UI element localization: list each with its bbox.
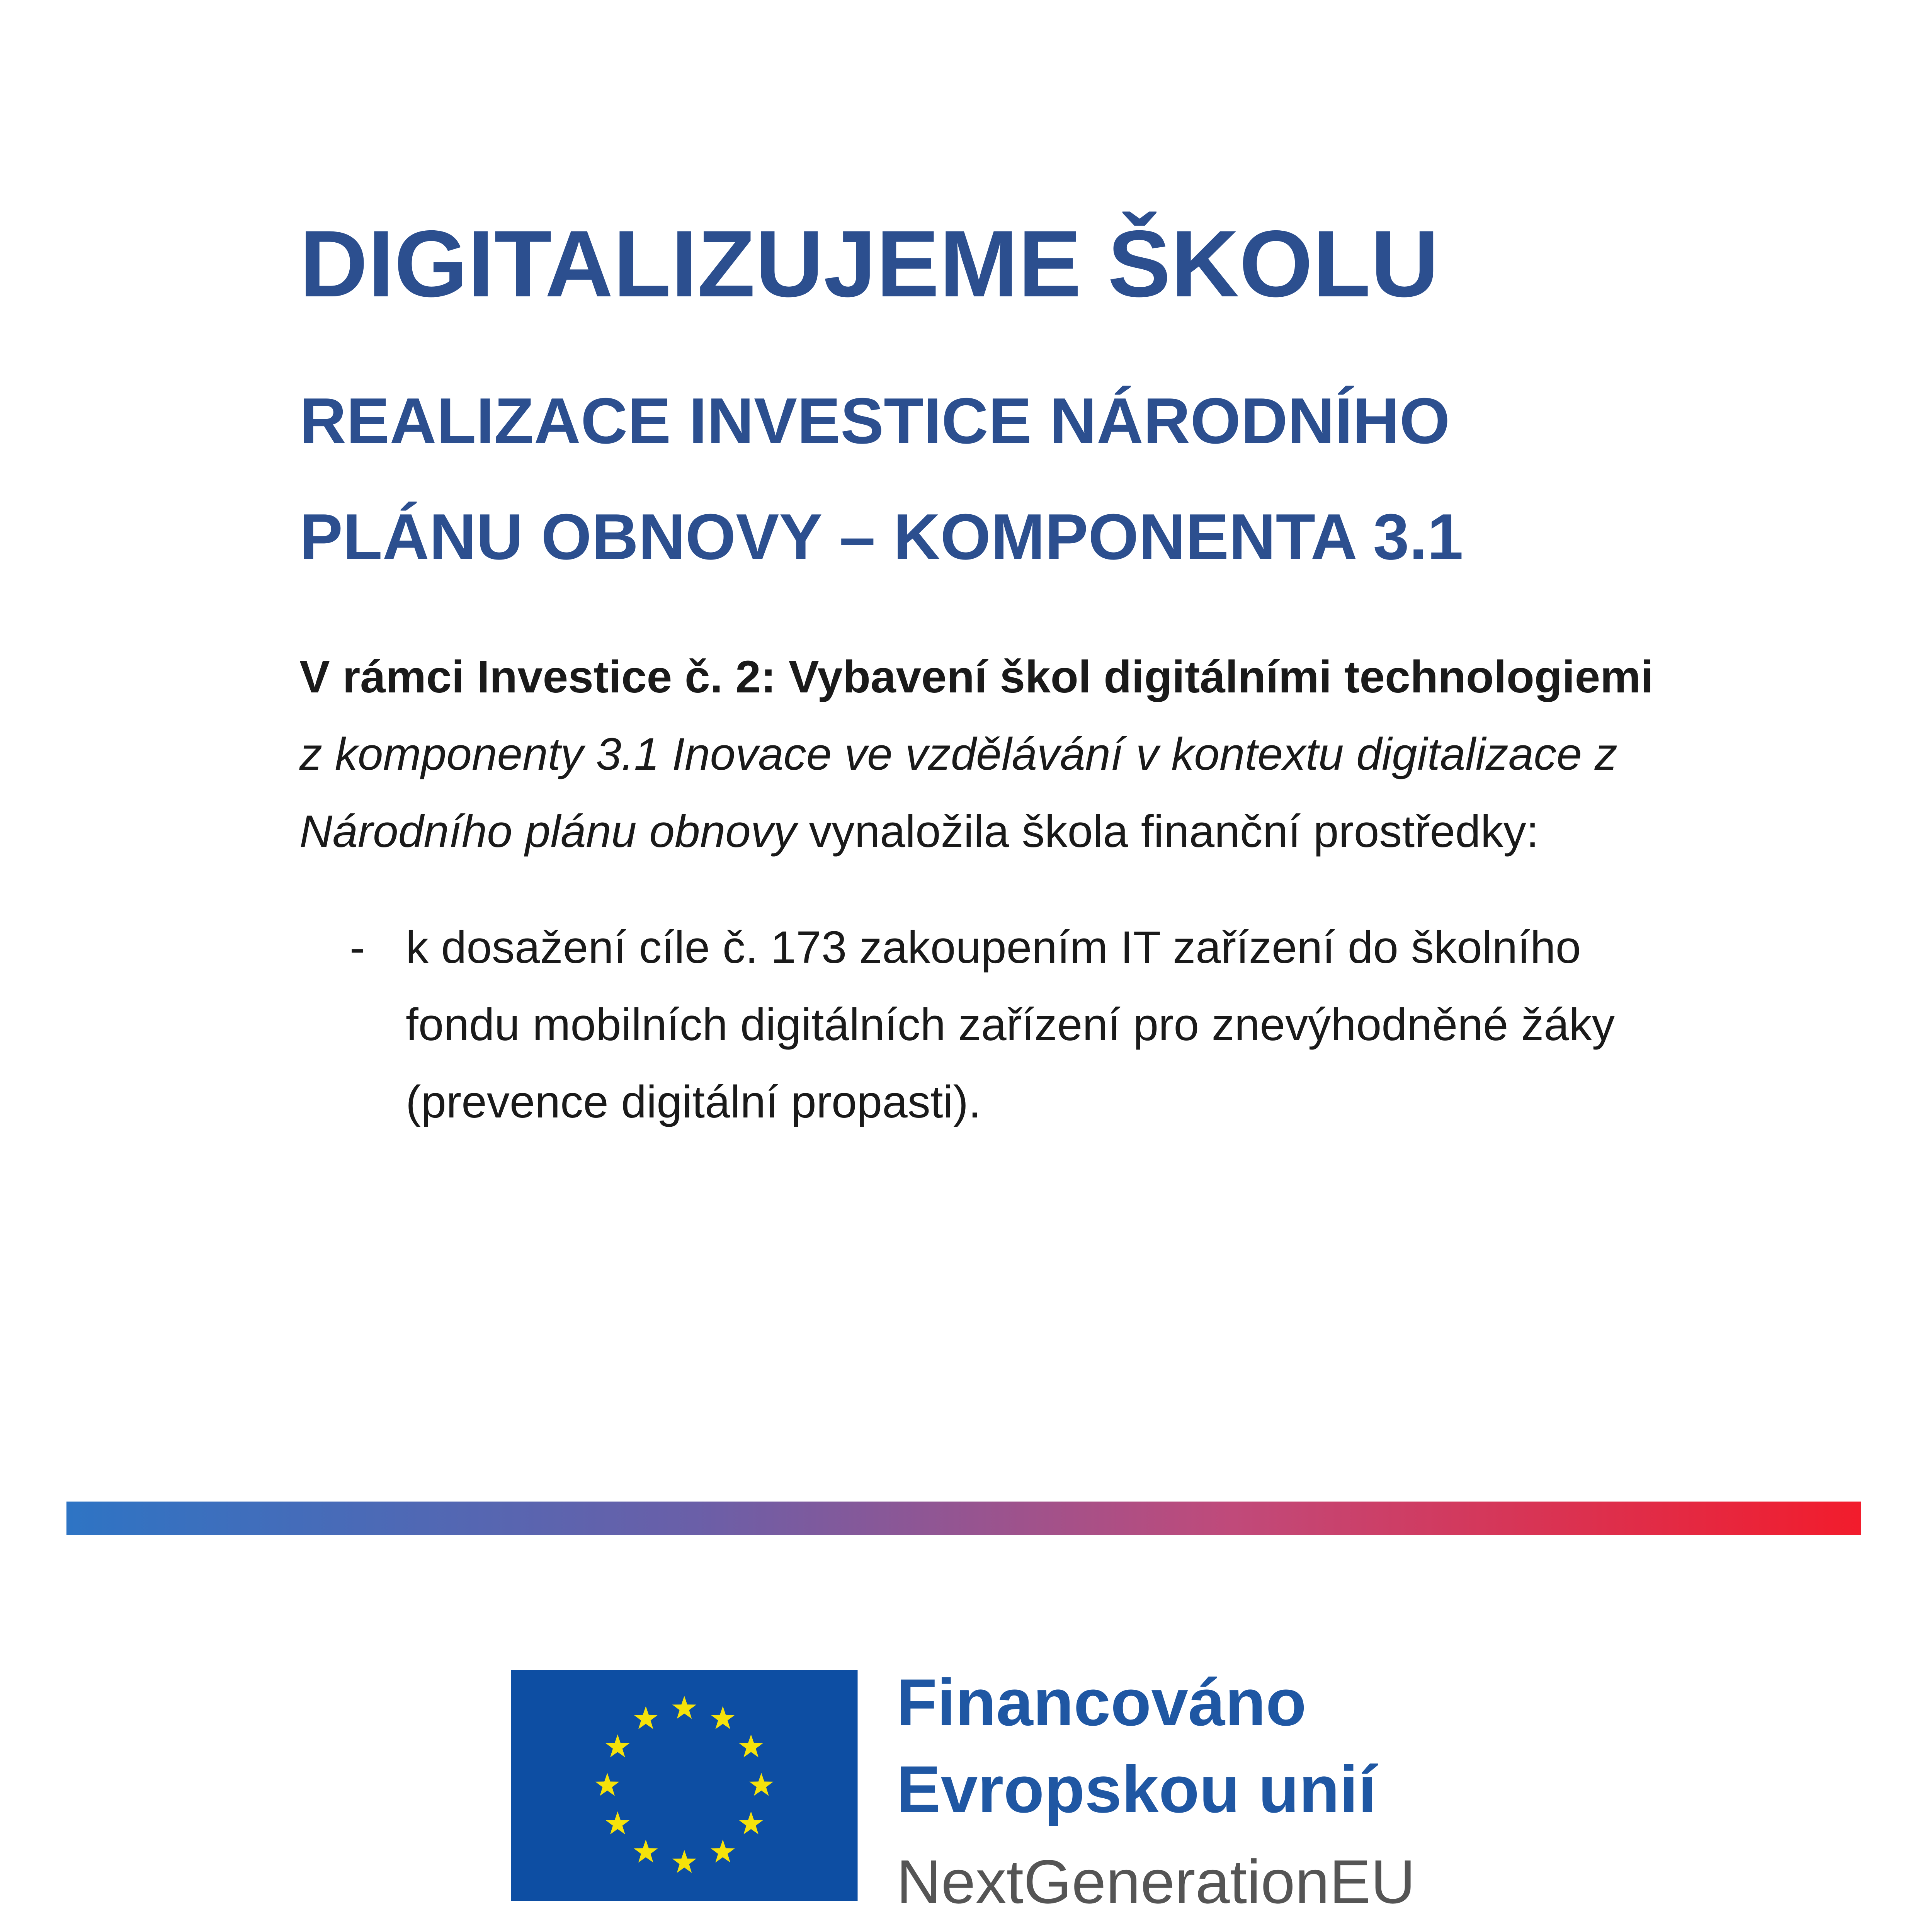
eu-nextgen-label: NextGenerationEU [896, 1847, 1415, 1916]
bullet-line-1: k dosažení cíle č. 173 zakoupením IT zařízení do školního [406, 922, 1581, 973]
eu-flag-icon [511, 1670, 858, 1901]
bullet-line-2: fondu mobilních digitálních zařízení pro znevýhodněné žáky [406, 999, 1615, 1050]
intro-italic-line: z komponenty 3.1 Inovace ve vzdělávání v kontextu digitalizace z [299, 729, 1617, 780]
page-subtitle-line-1: REALIZACE INVESTICE NÁRODNÍHO [299, 384, 1450, 457]
bullet-marker: - [350, 922, 365, 973]
bullet-line-3: (prevence digitální propasti). [406, 1077, 981, 1128]
eu-funded-line-1: Financováno [896, 1665, 1306, 1740]
intro-bold-line: V rámci Investice č. 2: Vybavení škol digitálními technologiemi [299, 651, 1653, 702]
intro-line-3 [299, 806, 1690, 857]
page-title: DIGITALIZUJEME ŠKOLU [299, 211, 1439, 316]
page-subtitle-line-2: PLÁNU OBNOVY – KOMPONENTA 3.1 [299, 500, 1464, 573]
gradient-divider [66, 1502, 1861, 1535]
eu-funded-line-2: Evropskou unií [896, 1752, 1377, 1827]
intro-plan-name: Národního plánu obnovy [299, 806, 796, 857]
intro-line-3-rest: vynaložila škola finanční prostředky: [796, 806, 1539, 857]
